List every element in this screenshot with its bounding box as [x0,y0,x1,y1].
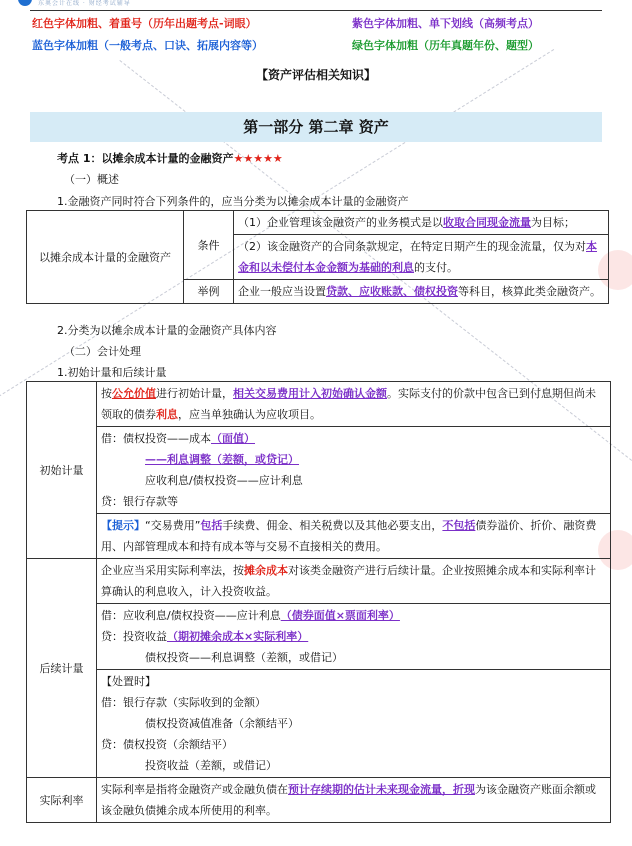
table1-row-label: 以摊余成本计量的金融资产 [27,211,184,304]
keyword-discounted-cashflow: 预计存续期的估计未来现金流量，折现 [288,783,475,796]
transaction-cost-tip: 【提示】“交易费用”包括手续费、佣金、相关税费以及其他必要支出，不包括债券溢价、折价、融资费用、内部管理成本和持有成本等与交易不直接相关的费用。 [97,514,611,559]
keyword-principal-interest: 本金和以未偿付本金金额为基础的利息 [238,240,597,274]
overview-heading: （一）概述 [64,173,119,186]
entry-face-value-note: （面值） [211,432,255,445]
tip-label: 【提示】 [101,519,145,532]
keyword-contract-cashflow: 收取合同现金流量 [443,216,531,229]
rating-stars: ★★★★★ [233,152,283,165]
point-title [57,150,283,166]
entry-accrued-interest: 应收利息/债权投资——应计利息 [145,474,303,487]
classification-table [26,210,609,304]
brand-logo-icon [18,0,32,6]
keyword-transaction-cost: 相关交易费用计入初始确认金额 [233,387,387,400]
sub-entry-credit: 贷：投资收益 [101,630,167,643]
sub-entry-adjustment: 债权投资——利息调整（差额，或借记） [145,651,343,664]
section-title: 【资产评估相关知识】 [255,68,376,82]
legend-red: 红色字体加粗、着重号（历年出题考点-词眼） [32,17,257,30]
keyword-includes: 包括 [200,519,223,532]
disposal-credit-investment: 贷：债权投资（余额结平） [101,738,233,751]
legend-purple: 紫色字体加粗、单下划线（高频考点） [352,17,539,30]
disposal-debit-bank: 借：银行存款（实际收到的金额） [101,696,266,709]
keyword-fair-value: 公允价值 [112,387,156,400]
example-label: 举例 [184,280,234,304]
overview-item-1: 1.金融资产同时符合下列条件的，应当分类为以摊余成本计量的金融资产 [57,195,409,208]
condition-1: （1）企业管理该金融资产的业务模式是以收取合同现金流量为目标； [234,211,609,235]
point-label: 考点 1：以摊余成本计量的金融资产 [57,152,234,165]
sub-entry-credit-note: （期初摊余成本×实际利率） [167,630,309,643]
chapter-title: 第一部分 第二章 资产 [243,118,389,136]
accounting-heading: （二）会计处理 [64,345,141,358]
page-header [0,0,632,10]
entry-debit-cost: 借：债权投资——成本 [101,432,211,445]
accounting-item-1: 1.初始计量和后续计量 [57,366,167,379]
keyword-accounts: 贷款、应收账款、债权投资 [326,285,458,298]
entry-interest-adjustment: ——利息调整（差额，或贷记） [145,453,299,466]
effective-rate-label: 实际利率 [27,778,97,823]
keyword-amortized-cost: 摊余成本 [244,564,288,577]
initial-measurement-rule: 按公允价值进行初始计量，相关交易费用计入初始确认金额。实际支付的价款中包含已到付息期但尚未领取的债券利息，应当单独确认为应收项目。 [97,382,611,427]
overview-item-2: 2.分类为以摊余成本计量的金融资产具体内容 [57,324,277,337]
chapter-banner [30,112,602,142]
effective-rate-definition: 实际利率是指将金融资产或金融负债在预计存续期的估计未来现金流量，折现为该金融资产账面余额或该金融负债摊余成本所使用的利率。 [97,778,611,823]
legend-blue: 蓝色字体加粗（一般考点、口诀、拓展内容等） [32,39,263,52]
subsequent-journal-entry [97,604,611,670]
disposal-credit-income: 投资收益（差额，或借记） [145,759,277,772]
subsequent-measurement-rule: 企业应当采用实际利率法，按摊余成本对该类金融资产进行后续计量。企业按照摊余成本和实际利率计算确认的利息收入，计入投资收益。 [97,559,611,604]
measurement-table [26,381,611,823]
sub-entry-debit-note: （债券面值×票面利率） [280,609,400,622]
header-divider [30,10,602,11]
disposal-debit-impairment: 债权投资减值准备（余额结平） [145,717,299,730]
example-text: 企业一般应当设置贷款、应收账款、债权投资等科目，核算此类金融资产。 [234,280,609,304]
entry-credit-bank: 贷：银行存款等 [101,495,178,508]
legend-green: 绿色字体加粗（历年真题年份、题型） [352,39,539,52]
condition-label: 条件 [184,211,234,280]
initial-measurement-label: 初始计量 [27,382,97,559]
sub-entry-debit: 借：应收利息/债权投资——应计利息 [101,609,281,622]
disposal-journal-entry [97,670,611,778]
condition-2: （2）该金融资产的合同条款规定，在特定日期产生的现金流量，仅为对本金和以未偿付本金金额为基础的利息的支付。 [234,235,609,280]
keyword-interest: 利息 [156,408,178,421]
brand-text: 东奥会计在线 · 财经考试辅导 [38,0,131,7]
disposal-label: 【处置时】 [101,675,156,688]
initial-journal-entry [97,427,611,514]
keyword-excludes: 不包括 [442,519,476,532]
subsequent-measurement-label: 后续计量 [27,559,97,778]
